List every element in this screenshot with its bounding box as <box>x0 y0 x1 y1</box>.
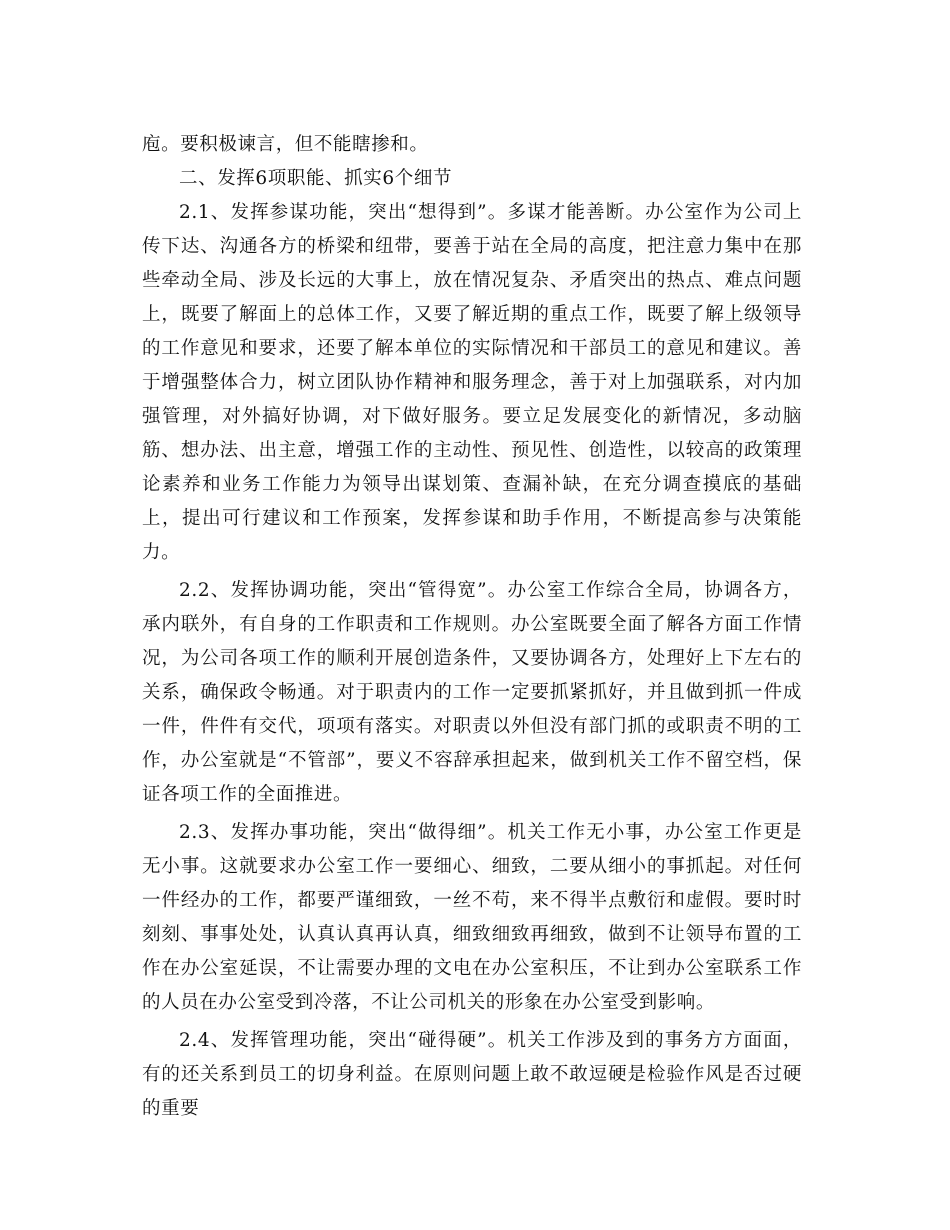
paragraph-2-4: 2.4、发挥管理功能，突出“碰得硬”。机关工作涉及到的事务方方面面，有的还关系到员工的切身利益。在原则问题上敢不敢逗硬是检验作风是否过硬的重要 <box>142 1030 802 1119</box>
section-heading: 二、发挥6项职能、抓实6个细节 <box>179 168 453 189</box>
paragraph-2-3: 2.3、发挥办事功能，突出“做得细”。机关工作无小事，办公室工作更是无小事。这就要求办公室工作一要细心、细致，二要从细小的事抓起。对任何一件经办的工作，都要严谨细致，一丝不苟，来不得半点敷衍和虚假。要时时刻刻、事事处处，认真认真再认真，细致细致再细致，做到不让领导布置的工作在办公室延误，不让需要办理的文电在办公室积压，不让到办公室联系工作的人员在办公室受到冷落，不让公司机关的形象在办公室受到影响。 <box>142 822 802 1013</box>
paragraph-2-2: 2.2、发挥协调功能，突出“管得宽”。办公室工作综合全局，协调各方，承内联外，有自身的工作职责和工作规则。办公室既要全面了解各方面工作情况，为公司各项工作的顺利开展创造条件，又要协调各方，处理好上下左右的关系，确保政令畅通。对于职责内的工作一定要抓紧抓好，并且做到抓一件成一件，件件有交代，项项有落实。对职责以外但没有部门抓的或职责不明的工作，办公室就是“不管部”，要义不容辞承担起来，做到机关工作不留空档，保证各项工作的全面推进。 <box>142 580 802 805</box>
paragraph-2-1: 2.1、发挥参谋功能，突出“想得到”。多谋才能善断。办公室作为公司上传下达、沟通各方的桥梁和纽带，要善于站在全局的高度，把注意力集中在那些牵动全局、涉及长远的大事上，放在情况复杂、矛盾突出的热点、难点问题上，既要了解面上的总体工作，又要了解近期的重点工作，既要了解上级领导的工作意见和要求，还要了解本单位的实际情况和干部员工的意见和建议。善于增强整体合力，树立团队协作精神和服务理念，善于对上加强联系，对内加强管理，对外搞好协调，对下做好服务。要立足发展变化的新情况，多动脑筋、想办法、出主意，增强工作的主动性、预见性、创造性，以较高的政策理论素养和业务工作能力为领导出谋划策、查漏补缺，在充分调查摸底的基础上，提出可行建议和工作预案，发挥参谋和助手作用，不断提高参与决策能力。 <box>142 202 802 563</box>
paragraph-continuation: 庖。要积极谏言，但不能瞎掺和。 <box>142 134 429 155</box>
document-body <box>142 128 802 1126</box>
